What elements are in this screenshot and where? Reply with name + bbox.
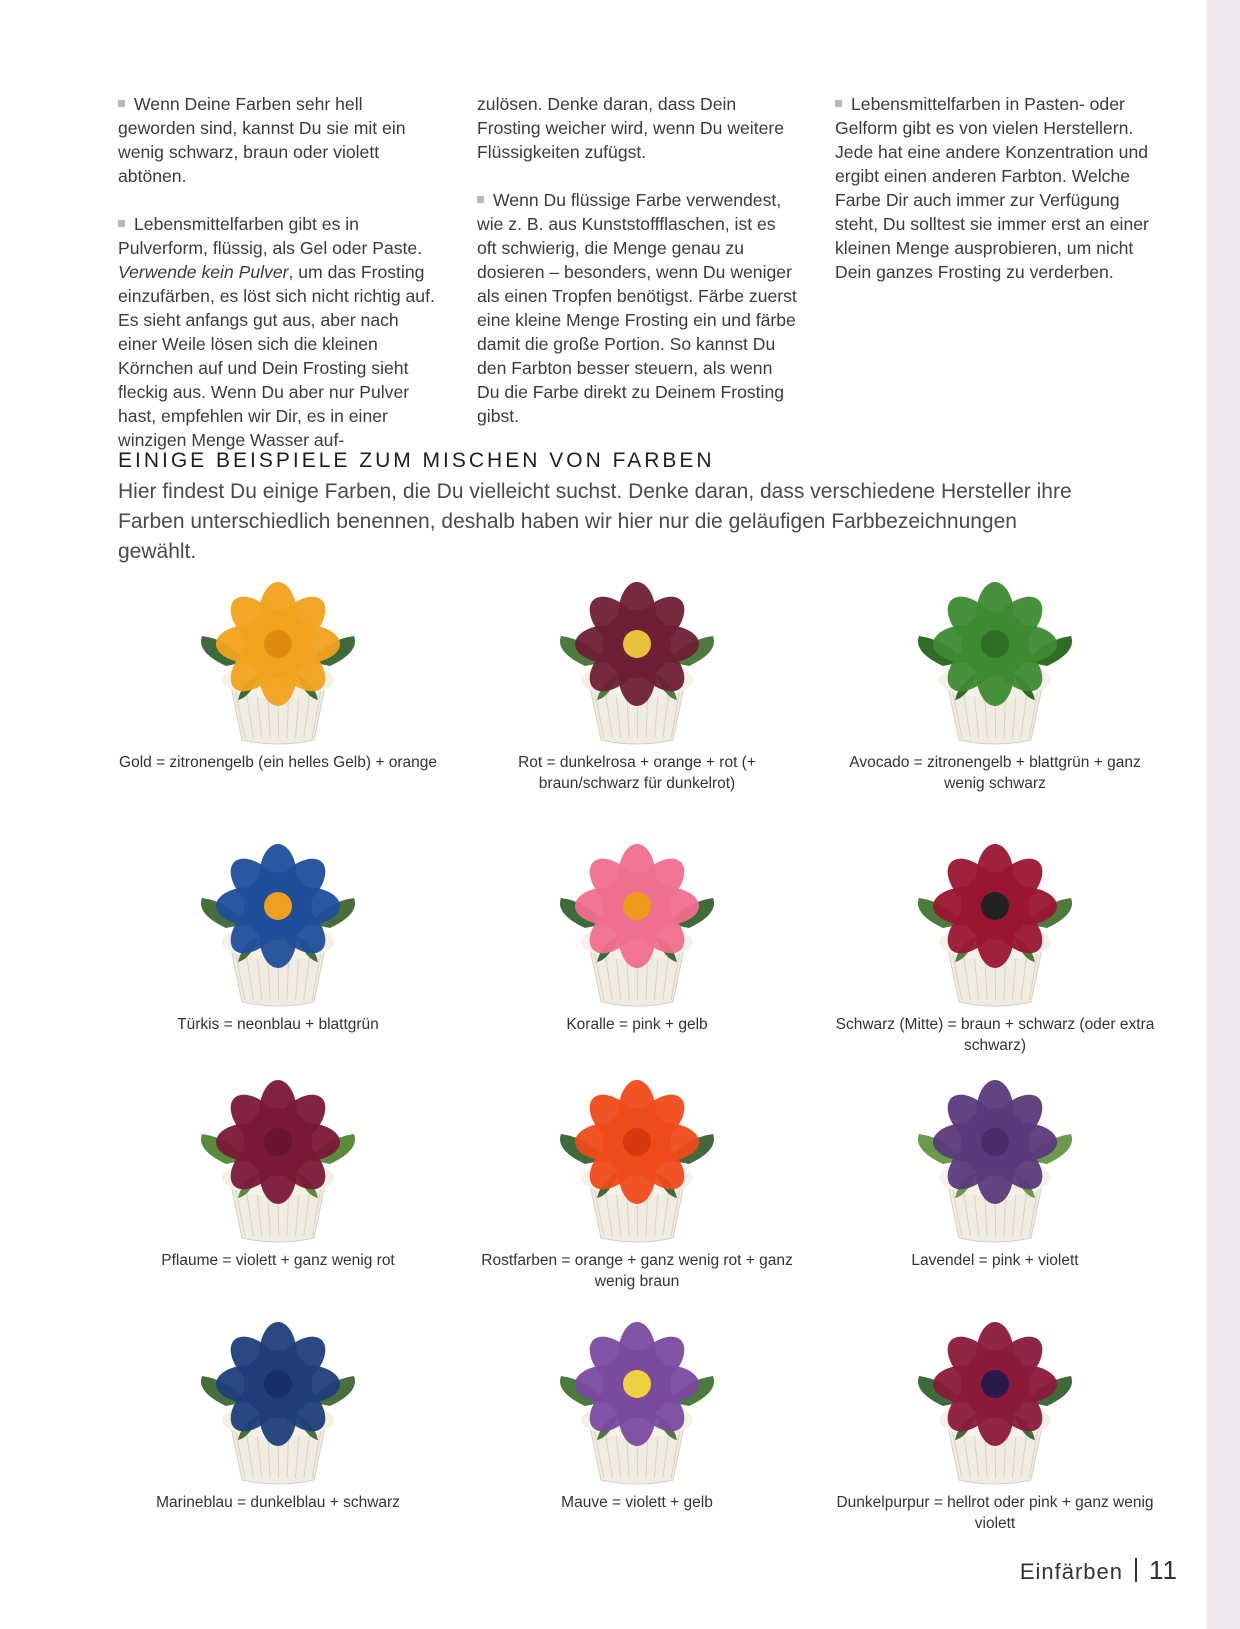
cupcake-image (885, 1068, 1105, 1244)
cupcake-item (118, 1310, 438, 1513)
cupcake-image (527, 1068, 747, 1244)
cupcake-caption: Rostfarben = orange + ganz wenig rot + ganz wenig braun (481, 1252, 793, 1290)
cupcake-caption: Marineblau = dunkelblau + schwarz (156, 1494, 400, 1511)
cupcake-item (477, 832, 797, 1035)
footer-divider (1135, 1558, 1137, 1582)
cupcake-image (168, 570, 388, 746)
paragraph: Wenn Deine Farben sehr hell geworden sind, kannst Du sie mit ein wenig schwarz, braun oder violett abtönen. (118, 94, 406, 186)
cupcake-item (118, 570, 438, 773)
cupcake-image (885, 570, 1105, 746)
cupcake-item (477, 570, 797, 794)
section-intro: Hier findest Du einige Farben, die Du vielleicht suchst. Denke daran, dass verschiedene Hersteller ihre Farben unterschiedlich benennen, deshalb haben wir hier nur die geläufigen Farbbezeichnungen gewählt. (118, 480, 1072, 563)
cupcake-caption: Gold = zitronengelb (ein helles Gelb) + orange (119, 754, 437, 771)
cupcake-caption: Koralle = pink + gelb (566, 1016, 708, 1033)
paragraph: Lebensmittelfarben gibt es in Pulverform, flüssig, als Gel oder Paste. Verwende kein Pulver, um das Frosting einzufärben, es löst sich nicht richtig auf. Es sieht anfangs gut aus, aber nach einer Weile lösen sich die kleinen Körnchen auf und Dein Frosting sieht fleckig aus. Wenn Du aber nur Pulver hast, empfehlen wir Dir, es in einer winzigen Menge Wasser auf- (118, 214, 435, 450)
bullet-icon (477, 196, 484, 203)
cupcake-item (118, 1068, 438, 1271)
paragraph: zulösen. Denke daran, dass Dein Frosting weicher wird, wenn Du weitere Flüssigkeiten zufügst. (477, 94, 785, 162)
cupcake-image (885, 832, 1105, 1008)
chapter-name: Einfärben (1019, 1559, 1123, 1584)
cupcake-caption: Pflaume = violett + ganz wenig rot (161, 1252, 395, 1269)
cupcake-item (835, 1068, 1155, 1271)
paragraph: Lebensmittelfarben in Pasten- oder Gelform gibt es von vielen Herstellern. Jede hat eine andere Konzentration und ergibt einen anderen Farbton. Welche Farbe Dir auch immer zur Verfügung steht, Du solltest sie immer erst an einer kleinen Menge ausprobieren, um nicht Dein ganzes Frosting zu verderben. (835, 94, 1149, 282)
page-edge-strip (1207, 0, 1240, 1629)
cupcake-item (835, 1310, 1155, 1534)
cupcake-item (477, 1068, 797, 1292)
cupcake-caption: Schwarz (Mitte) = braun + schwarz (oder extra schwarz) (835, 1016, 1155, 1054)
page-number: 11 (1149, 1555, 1178, 1585)
cupcake-image (527, 832, 747, 1008)
cupcake-caption: Mauve = violett + gelb (561, 1494, 713, 1511)
cupcake-item (477, 1310, 797, 1513)
cupcake-image (168, 1068, 388, 1244)
cupcake-caption: Türkis = neonblau + blattgrün (177, 1016, 379, 1033)
bullet-icon (835, 100, 842, 107)
cupcake-item (835, 832, 1155, 1056)
page-footer (1020, 1555, 1178, 1586)
cupcake-image (885, 1310, 1105, 1486)
cupcake-image (168, 1310, 388, 1486)
section-title: EINIGE BEISPIELE ZUM MISCHEN VON FARBEN (118, 449, 715, 472)
paragraph: Wenn Du flüssige Farbe verwendest, wie z. B. aus Kunststoffflaschen, ist es oft schwierig, die Menge genau zu dosieren – besonders, wenn Du weniger als einen Tropfen benötigst. Färbe zuerst eine kleine Menge Frosting ein und färbe damit die große Portion. So kannst Du den Farbton besser steuern, als wenn Du die Farbe direkt zu Deinem Frosting gibst. (477, 190, 797, 426)
cupcake-caption: Avocado = zitronengelb + blattgrün + ganz wenig schwarz (849, 754, 1141, 792)
cupcake-caption: Lavendel = pink + violett (911, 1252, 1079, 1269)
cupcake-caption: Dunkelpurpur = hellrot oder pink + ganz wenig violett (836, 1494, 1154, 1532)
cupcake-image (527, 1310, 747, 1486)
bullet-icon (118, 100, 125, 107)
cupcake-item (118, 832, 438, 1035)
bullet-icon (118, 220, 125, 227)
text-column-3 (835, 92, 1157, 308)
cupcake-item (835, 570, 1155, 794)
text-column-1 (118, 92, 440, 476)
cupcake-image (168, 832, 388, 1008)
text-column-2 (477, 92, 799, 452)
cupcake-image (527, 570, 747, 746)
cupcake-caption: Rot = dunkelrosa + orange + rot (+ braun/schwarz für dunkelrot) (518, 754, 756, 792)
